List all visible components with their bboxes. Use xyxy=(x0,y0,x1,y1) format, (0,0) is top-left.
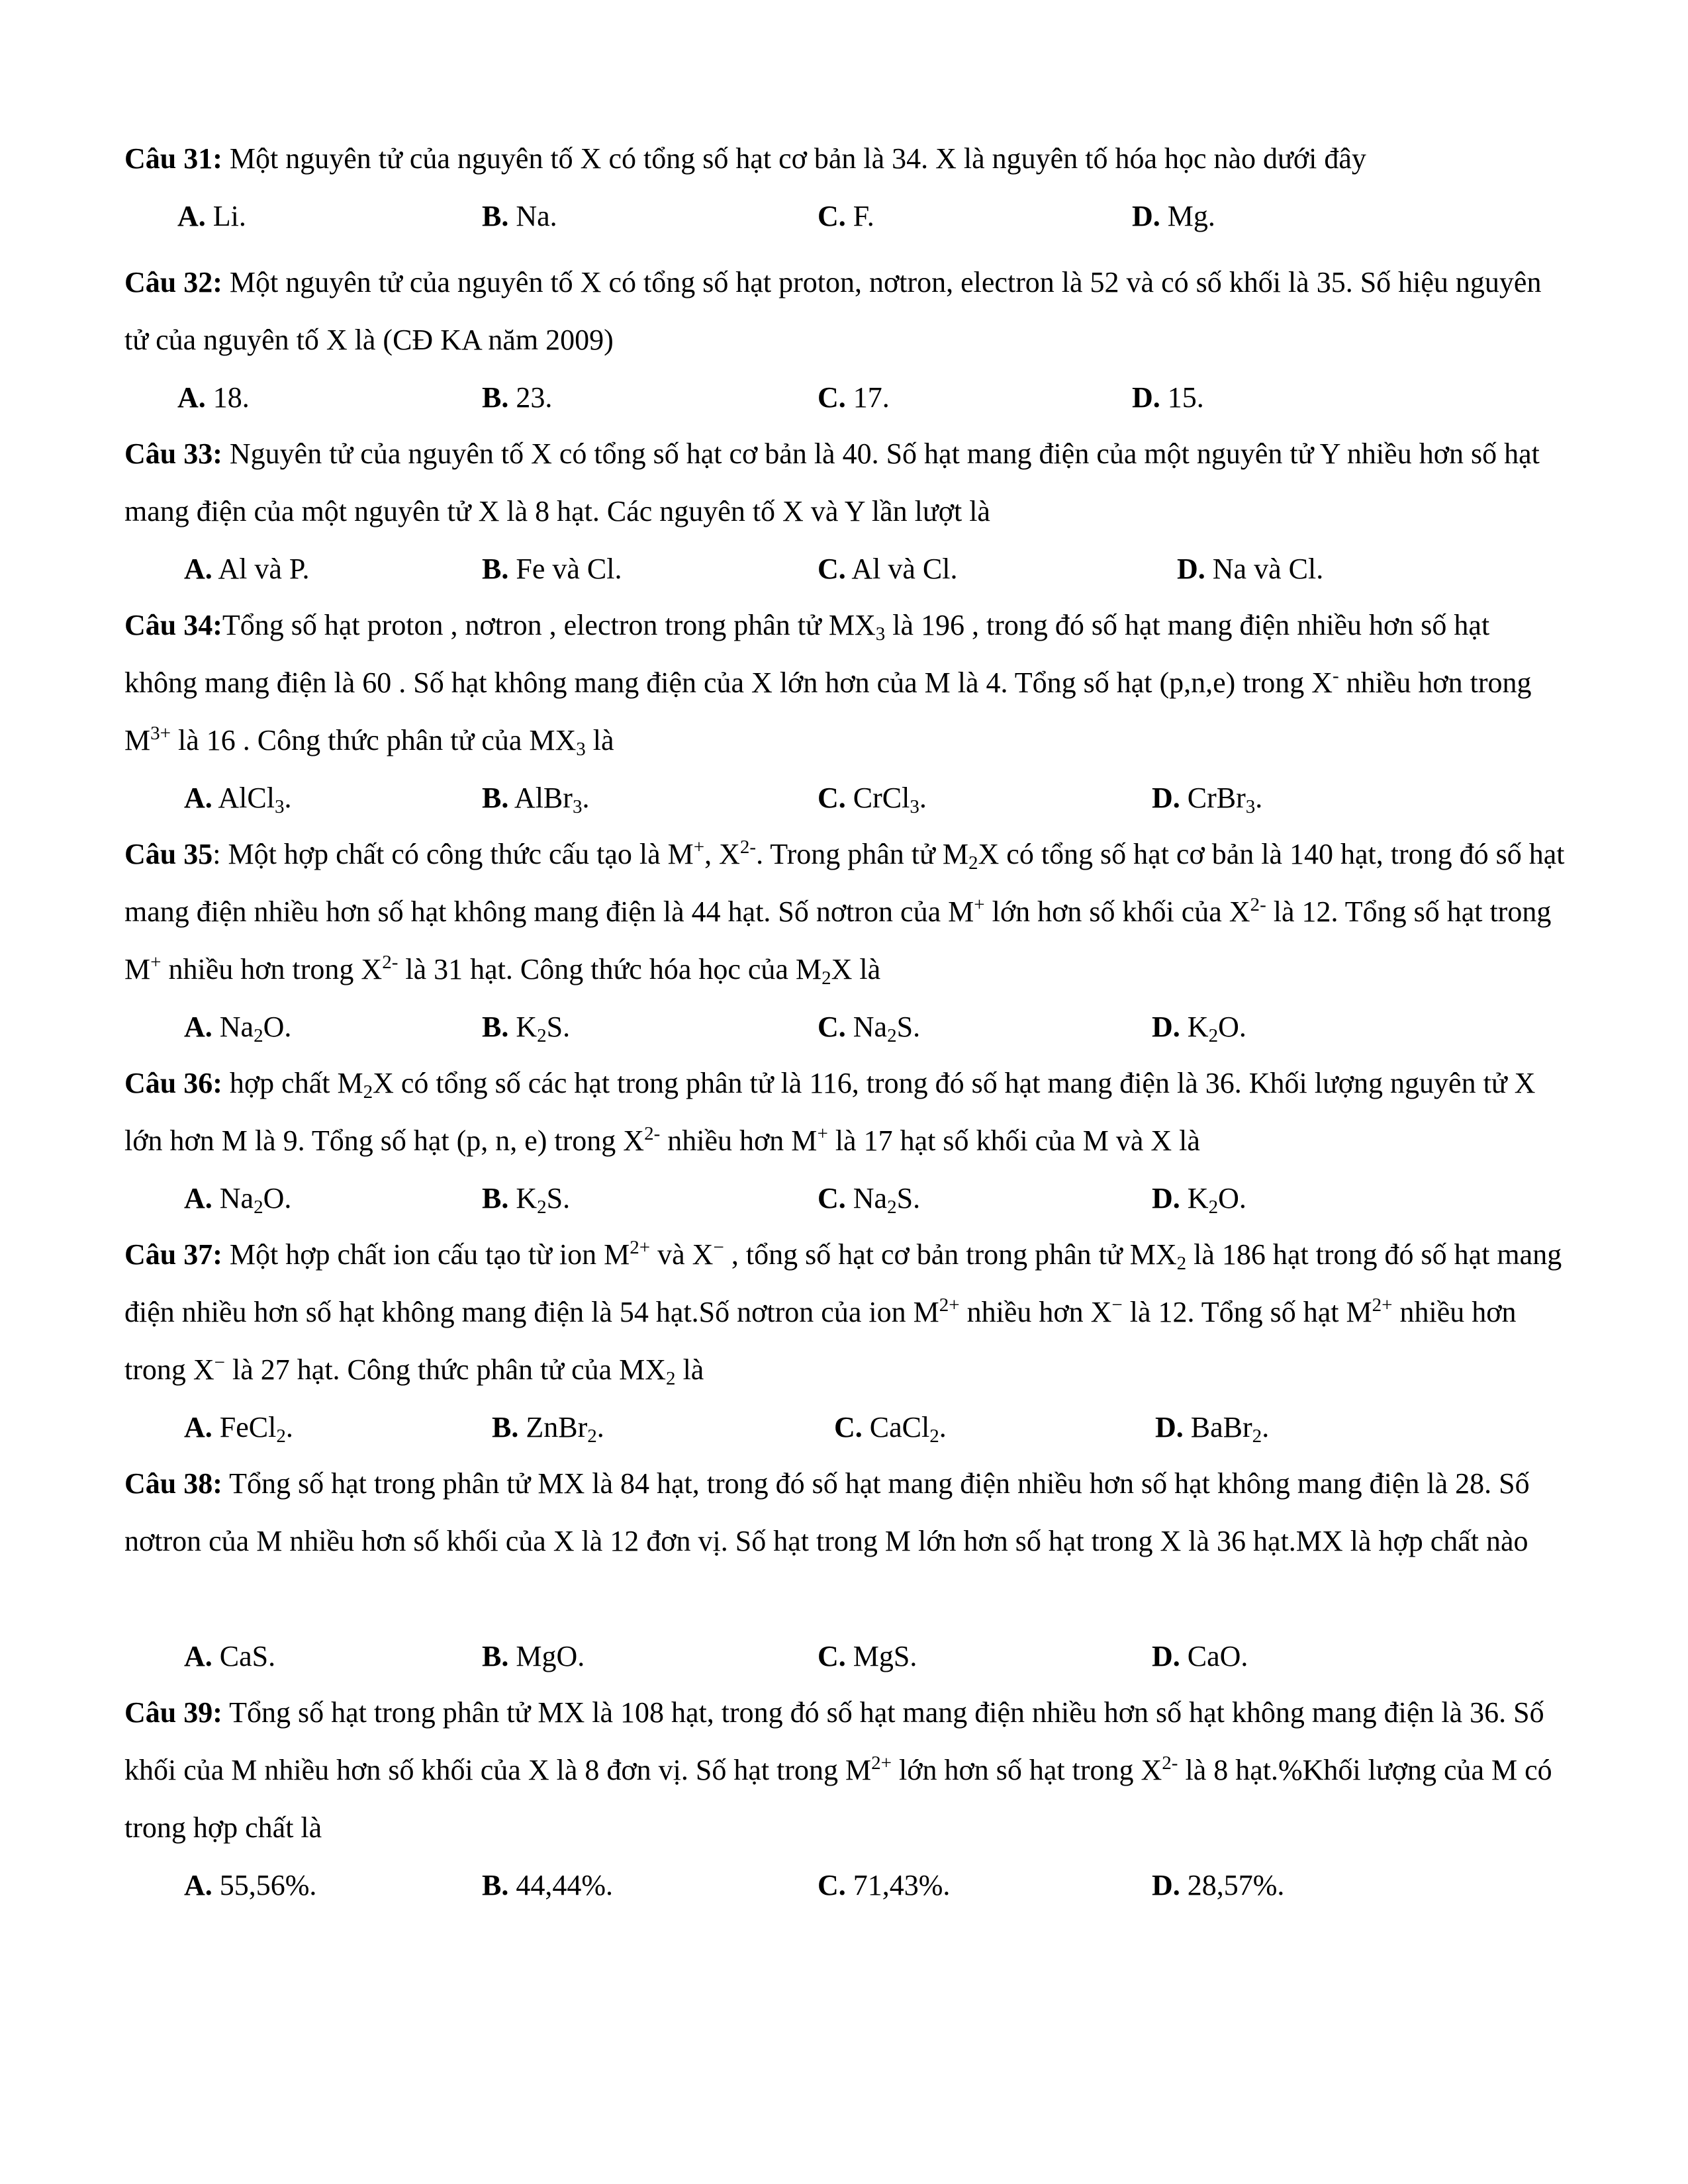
question-text: Một nguyên tử của nguyên tố X có tổng số hạt cơ bản là 34. X là nguyên tố hóa học nào dưới đây xyxy=(222,142,1366,175)
option-letter: B. xyxy=(492,1411,519,1443)
option-letter: C. xyxy=(834,1411,863,1443)
option-a xyxy=(177,369,250,426)
option-letter: C. xyxy=(818,381,846,414)
option-letter: A. xyxy=(184,1869,212,1901)
question-36 xyxy=(124,1054,1568,1218)
option-a xyxy=(184,1856,316,1914)
option-letter: A. xyxy=(184,1182,212,1214)
option-letter: B. xyxy=(482,1182,509,1214)
option-letter: B. xyxy=(482,1640,509,1672)
option-text: 17. xyxy=(845,381,890,414)
option-text: Na. xyxy=(508,200,557,232)
option-text: CaS. xyxy=(212,1640,276,1672)
option-text: FeCl$_2$. xyxy=(212,1411,293,1447)
question-stem xyxy=(124,253,1568,369)
option-text: $Na_2S$. xyxy=(845,1182,921,1218)
question-stem xyxy=(124,1054,1568,1169)
option-a xyxy=(184,1169,291,1227)
question-label: Câu 35 xyxy=(124,838,213,870)
question-label: Câu 38: xyxy=(124,1467,222,1500)
option-text: 55,56%. xyxy=(212,1869,317,1901)
question-stem xyxy=(124,1455,1568,1570)
answer-options xyxy=(124,369,1568,426)
option-letter: D. xyxy=(1132,200,1160,232)
option-text: BaBr$_2$. xyxy=(1183,1411,1270,1447)
option-text: $Na_2O$. xyxy=(212,1182,292,1218)
question-33 xyxy=(124,425,1568,585)
option-letter: A. xyxy=(184,1640,212,1672)
option-letter: C. xyxy=(818,553,846,585)
option-letter: C. xyxy=(818,200,846,232)
question-stem xyxy=(124,596,1568,769)
option-text: Na và Cl. xyxy=(1205,553,1324,585)
option-b xyxy=(482,1627,585,1685)
answer-options xyxy=(124,1398,1568,1456)
option-a xyxy=(184,769,291,827)
option-c xyxy=(818,369,890,426)
option-letter: C. xyxy=(818,1869,846,1901)
option-letter: A. xyxy=(184,1411,212,1443)
option-b xyxy=(482,998,570,1056)
option-letter: A. xyxy=(184,782,212,814)
option-letter: D. xyxy=(1152,1869,1180,1901)
option-b xyxy=(482,369,552,426)
question-stem xyxy=(124,1684,1568,1856)
answer-options xyxy=(124,1627,1568,1685)
option-a xyxy=(184,1398,293,1456)
answer-options xyxy=(124,187,1568,245)
option-text: $K_2O$. xyxy=(1180,1182,1246,1218)
question-text: : Một hợp chất có công thức cấu tạo là M+, $X^{2-}$. Trong phân tử $M_2X$ có tổng số hạt cơ bản là 140 hạt, trong đó số hạt mang điện nhiều hơn số hạt không mang điện là 44 hạt. Số nơtron của M+ lớn hơn số khối của $X^{2-}$ là 12. Tổng số hạt trong M+ nhiều hơn trong $X^{2-}$ là 31 hạt. Công thức hóa học của $M_2X$ là xyxy=(124,837,1565,989)
option-text: $Na_2O$. xyxy=(212,1011,292,1047)
option-d xyxy=(1152,1169,1246,1227)
option-text: CaCl$_2$. xyxy=(862,1411,947,1447)
option-b xyxy=(482,1169,570,1227)
question-38 xyxy=(124,1455,1568,1672)
option-text: 23. xyxy=(508,381,553,414)
question-text: Tổng số hạt trong phân tử MX là 84 hạt, trong đó số hạt mang điện nhiều hơn số hạt không mang điện là 28. Số nơtron của M nhiều hơn số khối của X là 12 đơn vị. Số hạt trong M lớn hơn số hạt trong X là 36 hạt.MX là hợp chất nào xyxy=(124,1467,1530,1557)
option-text: 18. xyxy=(205,381,250,414)
option-letter: D. xyxy=(1132,381,1160,414)
option-text: MgO. xyxy=(508,1640,585,1672)
option-a xyxy=(177,187,246,245)
option-text: 28,57%. xyxy=(1180,1869,1285,1901)
answer-options xyxy=(124,998,1568,1056)
option-a xyxy=(184,998,291,1056)
question-stem xyxy=(124,130,1568,187)
option-text: Fe và Cl. xyxy=(508,553,622,585)
option-text: F. xyxy=(845,200,874,232)
option-letter: D. xyxy=(1155,1411,1184,1443)
question-text: Một hợp chất ion cấu tạo từ ion $M^{2+}$ và X− , tổng số hạt cơ bản trong phân tử $MX_2$ là 186 hạt trong đó số hạt mang điện nhiều hơn số hạt không mang điện là 54 hạt.Số nơtron của ion $M^{2+}$ nhiều hơn X− là 12. Tổng số hạt $M^{2+}$ nhiều hơn trong X− là 27 hạt. Công thức phân tử của $MX_2$ là xyxy=(124,1237,1562,1390)
option-d xyxy=(1177,540,1323,598)
option-letter: C. xyxy=(818,1182,846,1214)
option-letter: B. xyxy=(482,1869,509,1901)
option-letter: C. xyxy=(818,782,846,814)
question-label: Câu 39: xyxy=(124,1696,222,1729)
option-c xyxy=(818,1169,920,1227)
question-34 xyxy=(124,596,1568,818)
option-c xyxy=(818,187,874,245)
option-text: MgS. xyxy=(845,1640,917,1672)
option-letter: B. xyxy=(482,381,509,414)
option-text: ZnBr$_2$. xyxy=(518,1411,604,1447)
option-c xyxy=(834,1398,947,1456)
question-label: Câu 36: xyxy=(124,1067,222,1099)
option-letter: A. xyxy=(177,200,206,232)
question-35 xyxy=(124,825,1568,1047)
option-letter: B. xyxy=(482,782,509,814)
option-a xyxy=(184,1627,275,1685)
answer-options xyxy=(124,540,1568,598)
option-d xyxy=(1152,1856,1284,1914)
option-text: Li. xyxy=(205,200,246,232)
question-text: Tổng số hạt trong phân tử MX là 108 hạt, trong đó số hạt mang điện nhiều hơn số hạt không mang điện là 36. Số khối của M nhiều hơn số khối của X là 8 đơn vị. Số hạt trong $M^{2+}$ lớn hơn số hạt trong $X^{2-}$ là 8 hạt.%Khối lượng của M có trong hợp chất là xyxy=(124,1696,1552,1844)
option-text: CrCl$_3$. xyxy=(845,782,927,818)
question-stem xyxy=(124,425,1568,540)
option-d xyxy=(1152,769,1262,827)
option-letter: D. xyxy=(1152,1011,1180,1043)
option-text: CaO. xyxy=(1180,1640,1248,1672)
option-b xyxy=(482,769,589,827)
option-letter: B. xyxy=(482,553,509,585)
option-letter: D. xyxy=(1177,553,1205,585)
option-text: 44,44%. xyxy=(508,1869,614,1901)
question-text: Tổng số hạt proton , nơtron , electron trong phân tử $MX_3$ là 196 , trong đó số hạt mang điện nhiều hơn số hạt không mang điện là 60 . Số hạt không mang điện của X lớn hơn của M là 4. Tổng số hạt (p,n,e) trong X- nhiều hơn trong $M^{3+}$ là 16 . Công thức phân tử của $MX_3$ là xyxy=(124,609,1532,760)
option-b xyxy=(482,1856,613,1914)
answer-options xyxy=(124,769,1568,827)
question-stem xyxy=(124,1226,1568,1398)
option-text: $K_2S$. xyxy=(508,1182,571,1218)
option-text: $Na_2S$. xyxy=(845,1011,921,1047)
option-letter: A. xyxy=(177,381,206,414)
option-text: $K_2S$. xyxy=(508,1011,571,1047)
option-letter: B. xyxy=(482,200,509,232)
question-32 xyxy=(124,253,1568,414)
option-letter: B. xyxy=(482,1011,509,1043)
option-d xyxy=(1152,998,1246,1056)
option-text: Al và P. xyxy=(212,553,310,585)
option-letter: A. xyxy=(184,1011,212,1043)
question-stem xyxy=(124,825,1568,998)
option-letter: D. xyxy=(1152,1182,1180,1214)
option-d xyxy=(1132,369,1204,426)
answer-options xyxy=(124,1856,1568,1914)
option-letter: A. xyxy=(184,553,212,585)
question-label: Câu 32: xyxy=(124,266,222,298)
question-label: Câu 33: xyxy=(124,437,222,470)
option-text: 15. xyxy=(1160,381,1204,414)
option-a xyxy=(184,540,309,598)
option-letter: D. xyxy=(1152,782,1180,814)
option-letter: C. xyxy=(818,1011,846,1043)
option-b xyxy=(482,540,622,598)
option-c xyxy=(818,540,957,598)
option-c xyxy=(818,769,927,827)
option-letter: D. xyxy=(1152,1640,1180,1672)
option-c xyxy=(818,998,920,1056)
question-label: Câu 34: xyxy=(124,609,222,641)
option-letter: C. xyxy=(818,1640,846,1672)
question-31 xyxy=(124,130,1568,232)
option-text: 71,43%. xyxy=(845,1869,951,1901)
question-text: Nguyên tử của nguyên tố X có tổng số hạt cơ bản là 40. Số hạt mang điện của một nguyên tử Y nhiều hơn số hạt mang điện của một nguyên tử X là 8 hạt. Các nguyên tố X và Y lần lượt là xyxy=(124,437,1540,527)
option-text: CrBr$_3$. xyxy=(1180,782,1263,818)
option-c xyxy=(818,1856,950,1914)
option-b xyxy=(492,1398,604,1456)
option-text: AlCl$_3$. xyxy=(212,782,292,818)
question-label: Câu 37: xyxy=(124,1238,222,1271)
option-text: $K_2O$. xyxy=(1180,1011,1246,1047)
option-text: Mg. xyxy=(1160,200,1215,232)
option-d xyxy=(1155,1398,1269,1456)
question-37 xyxy=(124,1226,1568,1447)
question-39 xyxy=(124,1684,1568,1901)
question-text: hợp chất $M_2X$ có tổng số các hạt trong phân tử là 116, trong đó số hạt mang điện là 36. Khối lượng nguyên tử X lớn hơn M là 9. Tổng số hạt (p, n, e) trong $X^{2-}$ nhiều hơn M+ là 17 hạt số khối của M và X là xyxy=(124,1067,1536,1157)
option-text: Al và Cl. xyxy=(845,553,958,585)
option-d xyxy=(1132,187,1215,245)
question-text: Một nguyên tử của nguyên tố X có tổng số hạt proton, nơtron, electron là 52 và có số khối là 35. Số hiệu nguyên tử của nguyên tố X là (CĐ KA năm 2009) xyxy=(124,266,1542,356)
option-text: AlBr$_3$. xyxy=(508,782,590,818)
option-c xyxy=(818,1627,917,1685)
option-d xyxy=(1152,1627,1248,1685)
option-b xyxy=(482,187,557,245)
question-label: Câu 31: xyxy=(124,142,222,175)
answer-options xyxy=(124,1169,1568,1227)
